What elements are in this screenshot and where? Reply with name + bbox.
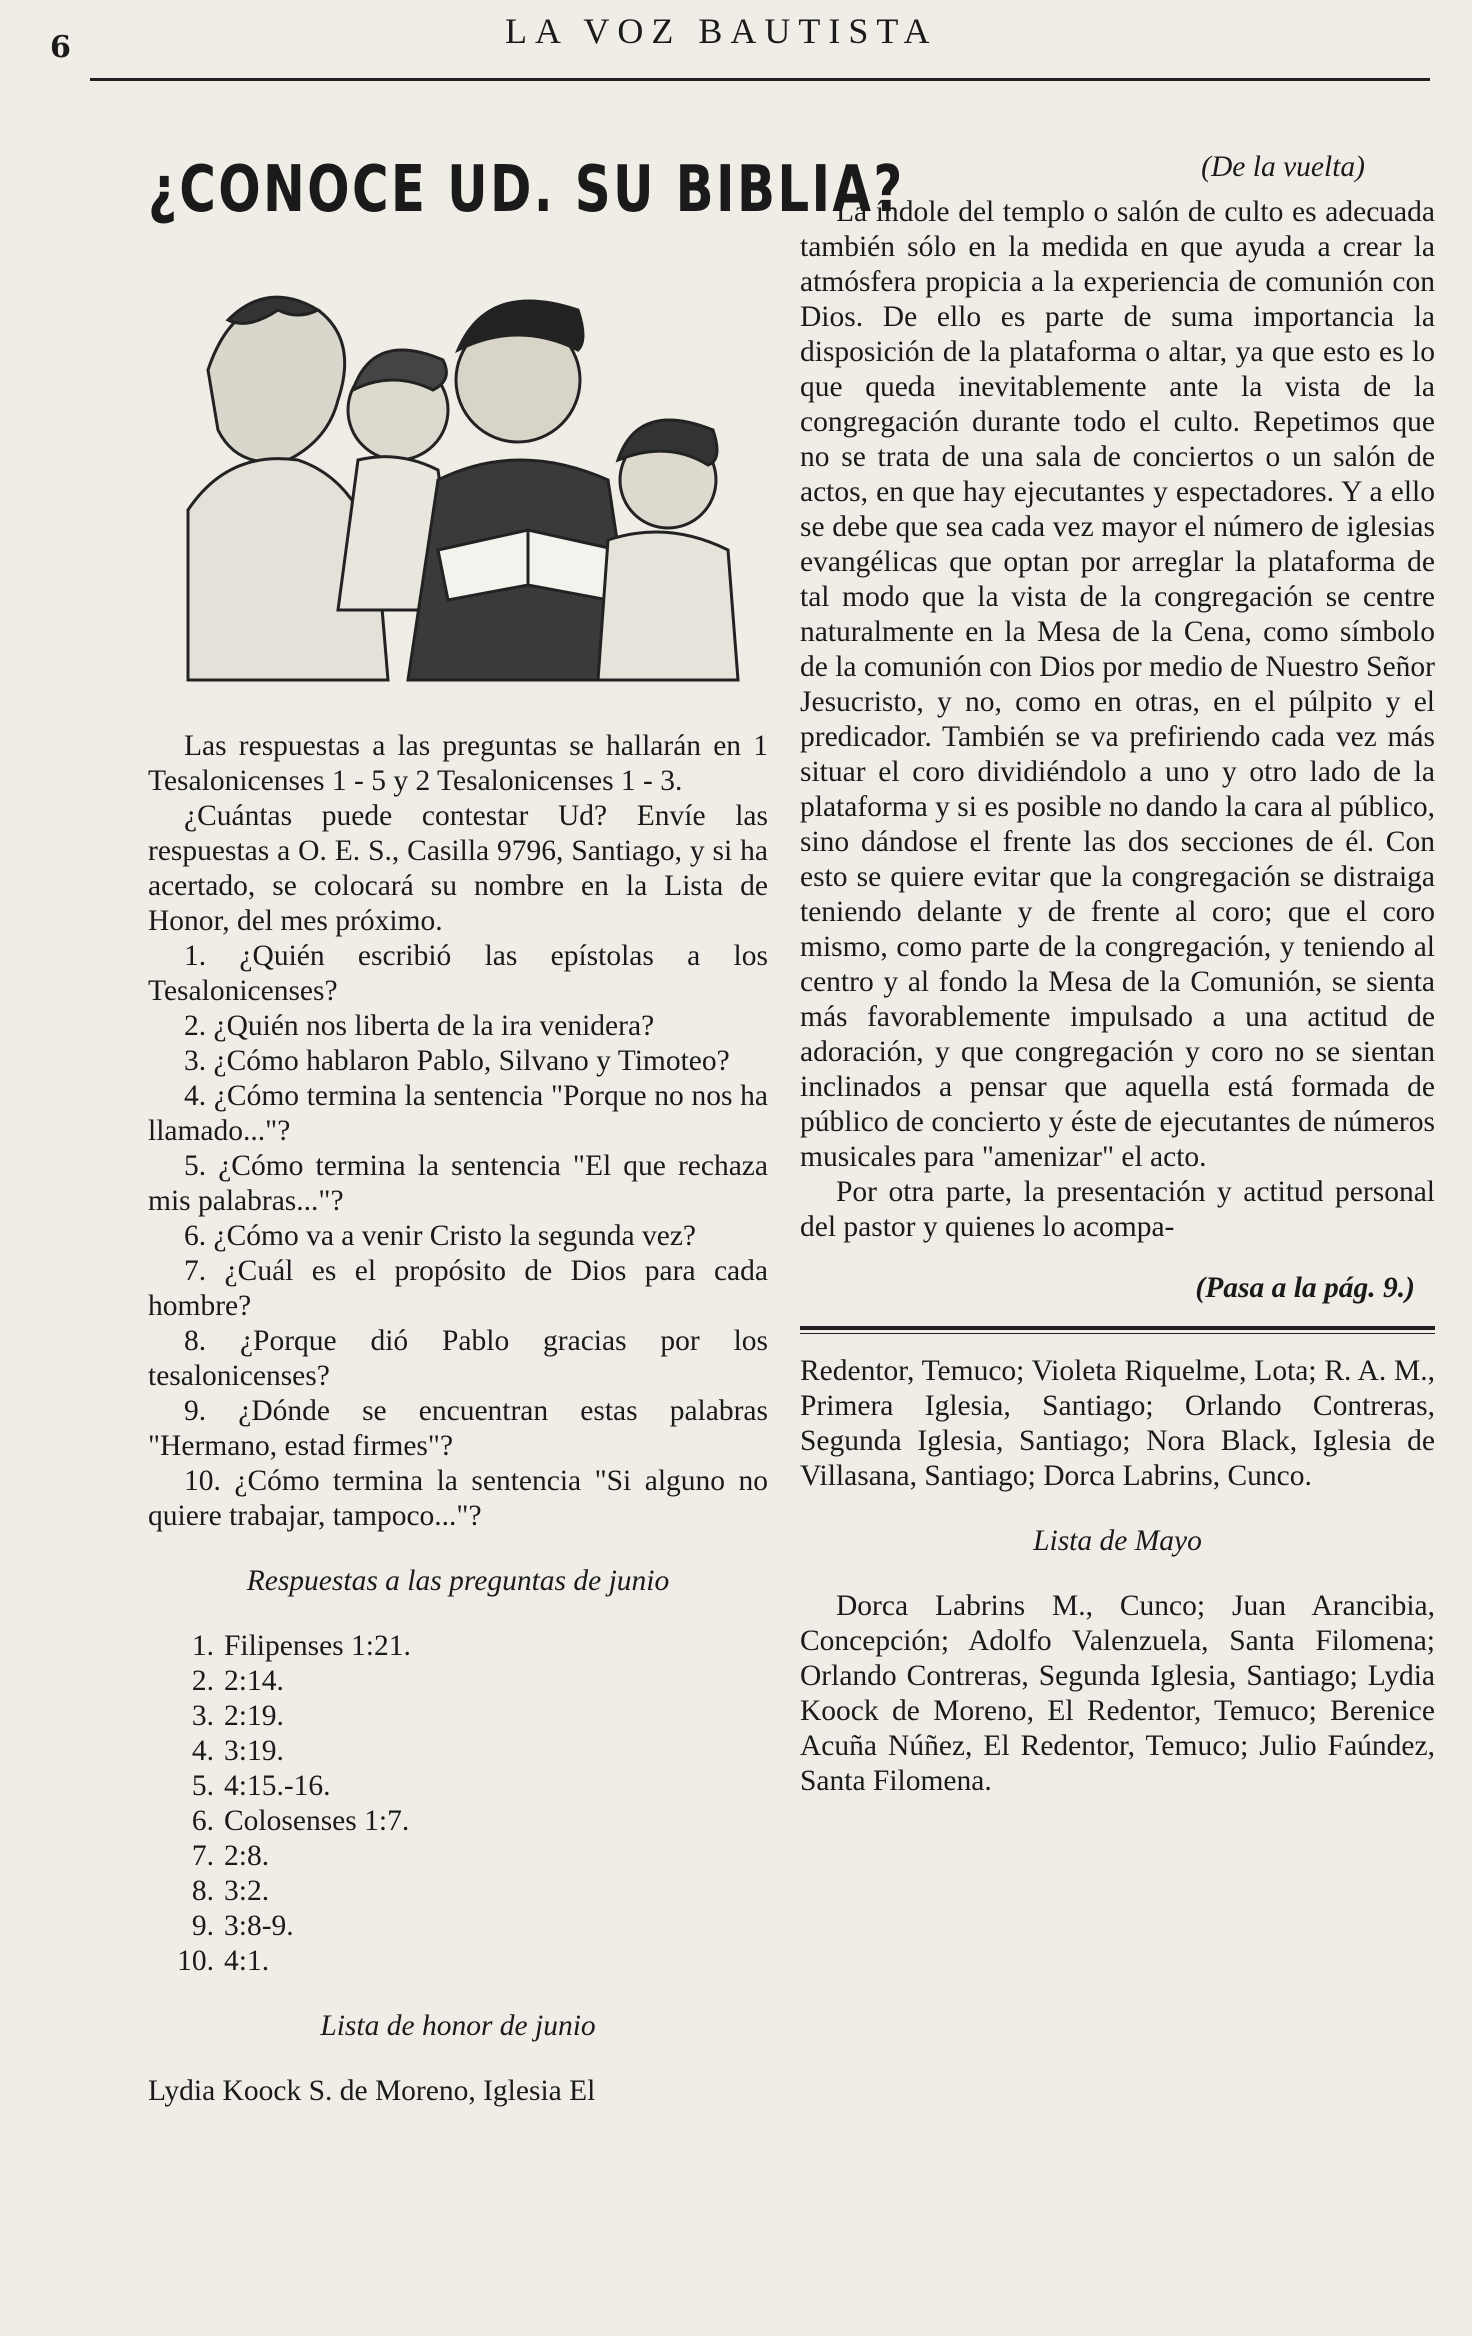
section-rule (800, 1326, 1435, 1334)
question-item: 4. ¿Cómo termina la sentencia "Porque no nos ha llamado..."? (148, 1080, 768, 1147)
question-item: 2. ¿Quién nos liberta de la ira venidera? (184, 1010, 655, 1042)
answer-item: 4. 3:19. (191, 1735, 284, 1767)
question-item: 8. ¿Porque dió Pablo gracias por los tesalonicenses? (148, 1325, 768, 1392)
answer-item: 7. 2:8. (191, 1840, 270, 1872)
question-item: 3. ¿Cómo hablaron Pablo, Silvano y Timoteo? (184, 1045, 730, 1077)
article-paragraph: La índole del templo o salón de culto es adecuada también sólo en la medida en que ayuda a crear la atmósfera propicia a la experiencia de comunión con Dios. De ello es parte de suma importancia la disposición de la plataforma o altar, ya que esto es lo que queda inevitablemente ante la vista de la congregación durante todo el culto. Repetimos que no se trata de una sala de conciertos o un salón de actos, en que hay ejecutantes y espectadores. Y a ello se debe que sea cada vez mayor el número de iglesias evangélicas que optan por arreglar la plataforma de tal modo que la vista de la congregación se centre naturalmente en la Mesa de la Cena, como símbolo de la comunión con Dios por medio de Nuestro Señor Jesucristo, y no, como en otras, en el púlpito y el predicador. También se va prefiriendo cada vez más situar el coro dividiéndolo a uno y otro lado de la plataforma y si es posible no dando la cara al público, sino dándose el frente las dos secciones de él. Con esto se quiere evitar que la congregación se distraiga teniendo delante y de frente al coro; que el coro mismo, como parte de la congregación, y teniendo al centro y al fondo la Mesa de la Comunión, se sienta más favorablemente impulsado a una actitud de adoración, y que congregación y coro no se sientan inclinados a pensar que aquella está formada de público de concierto y éste de ejecutantes de números musicales para "amenizar" el acto. (800, 196, 1435, 1173)
honor-list-start: Lydia Koock S. de Moreno, Iglesia El (148, 2075, 596, 2107)
question-item: 9. ¿Dónde se encuentran estas palabras "Hermano, estad firmes"? (148, 1395, 768, 1462)
answer-item: 3. 2:19. (191, 1700, 284, 1732)
page-number: 6 (50, 30, 71, 65)
answer-item: 9. 3:8-9. (191, 1910, 294, 1942)
question-item: 10. ¿Cómo termina la sentencia "Si alguno no quiere trabajar, tampoco..."? (148, 1465, 768, 1532)
continued-on-note: (Pasa a la pág. 9.) (1195, 1272, 1415, 1304)
answer-item: 5. 4:15.-16. (191, 1770, 331, 1802)
header-rule (90, 78, 1430, 81)
question-item: 6. ¿Cómo va a venir Cristo la segunda vez? (184, 1220, 697, 1252)
intro-paragraph: Las respuestas a las preguntas se hallarán en 1 Tesalonicenses 1 - 5 y 2 Tesalonicenses 1 - 3. (148, 730, 768, 797)
honor-heading: Lista de honor de junio (320, 2010, 596, 2042)
continued-note: (De la vuelta) (1201, 151, 1365, 183)
left-column (148, 150, 905, 2109)
right-column (800, 150, 1435, 1799)
mayo-list: Dorca Labrins M., Cunco; Juan Arancibia, Concepción; Adolfo Valenzuela, Santa Filomena; Orlando Contreras, Segunda Iglesia, Santiago; Lydia Koock de Moreno, El Redentor, Temuco; Berenice Acuña Núñez, El Redentor, Temuco; Julio Faúndez, Santa Filomena. (800, 1590, 1435, 1797)
answer-item: 10. 4:1. (177, 1945, 270, 1977)
honor-list-continued: Redentor, Temuco; Violeta Riquelme, Lota; R. A. M., Primera Iglesia, Santiago; Orlando Contreras, Segunda Iglesia, Santiago; Nora Black, Iglesia de Villasana, Santiago; Dorca Labrins, Cunco. (800, 1355, 1435, 1492)
question-item: 5. ¿Cómo termina la sentencia "El que rechaza mis palabras..."? (148, 1150, 768, 1217)
answer-item: 1. Filipenses 1:21. (191, 1630, 411, 1662)
family-reading-bible-illustration (168, 250, 768, 690)
running-title: LA VOZ BAUTISTA (505, 11, 938, 51)
answers-list (158, 1629, 768, 1979)
question-list (148, 939, 768, 1534)
article-paragraph: Por otra parte, la presentación y actitud personal del pastor y quienes lo acompa- (800, 1176, 1435, 1243)
answers-heading: Respuestas a las preguntas de junio (246, 1565, 670, 1597)
article-title: ¿CONOCE UD. SU BIBLIA? (148, 153, 905, 227)
mayo-heading: Lista de Mayo (1033, 1525, 1202, 1557)
answer-item: 8. 3:2. (191, 1875, 270, 1907)
question-item: 7. ¿Cuál es el propósito de Dios para cada hombre? (148, 1255, 768, 1322)
answer-item: 2. 2:14. (191, 1665, 284, 1697)
question-item: 1. ¿Quién escribió las epístolas a los Tesalonicenses? (148, 940, 768, 1007)
intro-paragraph: ¿Cuántas puede contestar Ud? Envíe las respuestas a O. E. S., Casilla 9796, Santiago, y si ha acertado, se colocará su nombre en la Lista de Honor, del mes próximo. (148, 800, 768, 937)
answer-item: 6. Colosenses 1:7. (191, 1805, 410, 1837)
